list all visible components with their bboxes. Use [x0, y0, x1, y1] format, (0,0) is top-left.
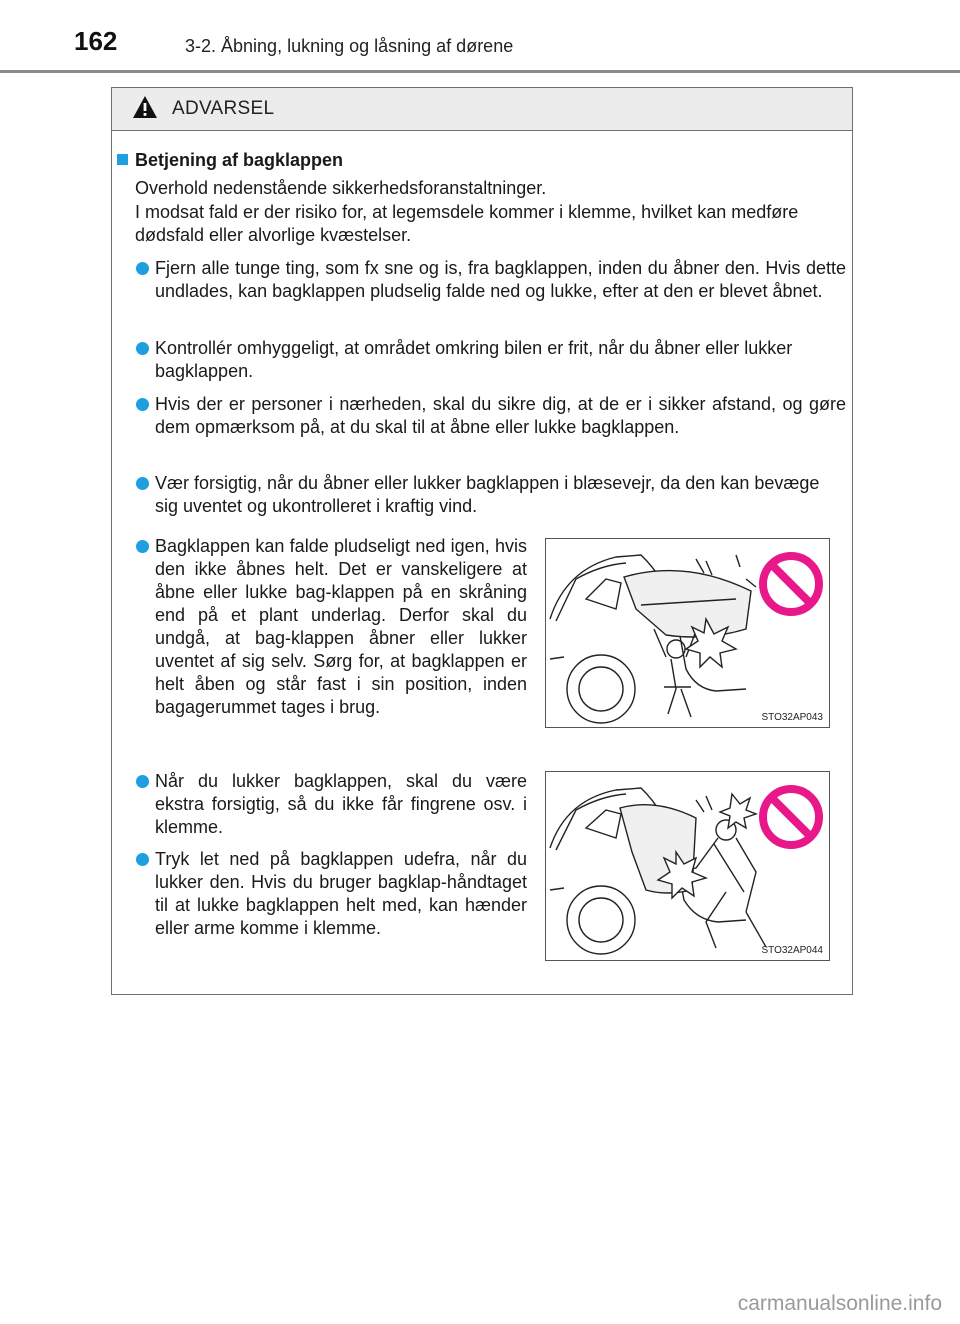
warning-header [112, 88, 852, 131]
warning-label: ADVARSEL [172, 98, 275, 119]
bullet-icon [136, 540, 149, 553]
bullet-text-3: Hvis der er personer i nærheden, skal du sikre dig, at de er i sikker afstand, og gøre dem opmærksom på, at du skal til at åbne eller lukke bagklappen. [155, 394, 846, 437]
bullet-icon [136, 262, 149, 275]
prohibition-sign-icon [758, 551, 824, 617]
header-divider [0, 70, 960, 73]
watermark[interactable]: carmanualsonline.info [737, 1292, 942, 1315]
warning-triangle-icon [132, 95, 158, 119]
bullet-icon [136, 342, 149, 355]
bullet-icon [136, 775, 149, 788]
figure-code: STO32AP043 [761, 712, 823, 723]
tailgate-falling-figure [545, 538, 830, 728]
page-number: 162 [74, 26, 118, 56]
figure-code: STO32AP044 [761, 945, 823, 956]
bullet-icon [136, 853, 149, 866]
subheading-text: Betjening af bagklappen [135, 150, 344, 170]
bullet-text-1: Fjern alle tunge ting, som fx sne og is, fra bagklappen, inden du åbner den. Hvis dette undlades, kan bagklappen pludselig falde ned og lukke, efter at den er blevet åbnet. [155, 258, 846, 301]
bullet-text-6: Når du lukker bagklappen, skal du være ekstra forsigtig, så du ikke får fingrene osv. i klemme. [155, 771, 527, 837]
bullet-icon [136, 477, 149, 490]
tailgate-pinch-figure [545, 771, 830, 961]
bullet-icon [136, 398, 149, 411]
bullet-text-2: Kontrollér omhyggeligt, at området omkring bilen er frit, når du åbner eller lukker bagklappen. [155, 338, 793, 381]
bullet-text-7: Tryk let ned på bagklappen udefra, når du lukker den. Hvis du bruger bagklap-håndtaget til at lukke bagklappen helt med, kan hænder eller arme komme i klemme. [155, 849, 527, 938]
intro-line-1: Overhold nedenstående sikkerhedsforanstaltninger. [135, 178, 547, 198]
bullet-text-5: Bagklappen kan falde pludseligt ned igen, hvis den ikke åbnes helt. Det er vanskeligere at åbne eller lukke bag-klappen på en skråning end på et plant underlag. Derfor skal du undgå, at bag-klappen åbner eller lukker uventet af sig selv. Sørg for, at bagklappen er helt åben og står fast i sin position, inden bagagerummet tages i brug. [155, 536, 527, 717]
bullet-text-4: Vær forsigtig, når du åbner eller lukker bagklappen i blæsevejr, da den kan bevæge sig uventet og ukontrolleret i kraftig vind. [155, 473, 820, 516]
square-bullet-icon [117, 154, 128, 165]
warning-subheading [117, 149, 343, 172]
prohibition-sign-icon [758, 784, 824, 850]
intro-line-2: I modsat fald er der risiko for, at legemsdele kommer i klemme, hvilket kan medføre dødsfald eller alvorlige kvæstelser. [135, 202, 799, 245]
section-title: 3-2. Åbning, lukning og låsning af dørene [185, 36, 514, 56]
